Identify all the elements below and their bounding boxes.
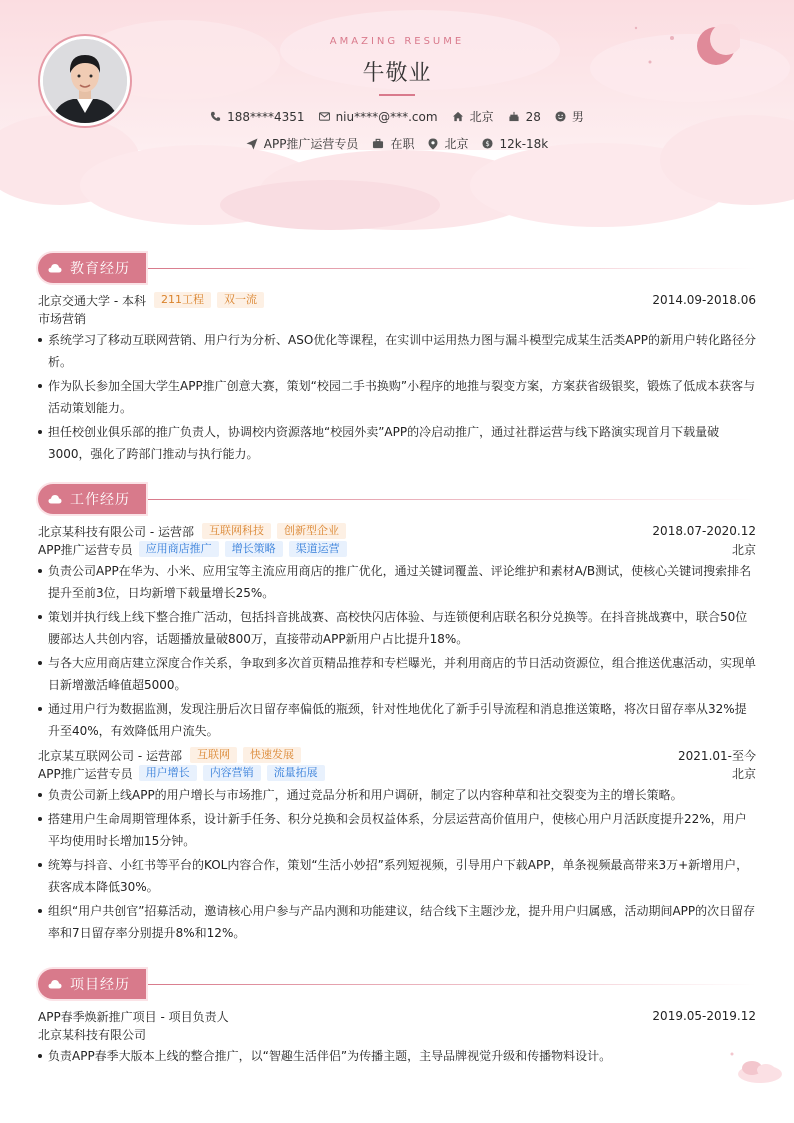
briefcase-icon bbox=[372, 138, 384, 149]
school-tag: 211工程 bbox=[154, 292, 211, 308]
school-name: 北京交通大学 - 本科 bbox=[38, 293, 146, 308]
gender-item bbox=[555, 108, 584, 125]
entry-date: 2018.07-2020.12 bbox=[652, 524, 756, 538]
entry-sub-row bbox=[38, 764, 756, 782]
school-tag: 双一流 bbox=[217, 292, 264, 308]
role-tag: 应用商店推广 bbox=[139, 541, 219, 557]
list-item: 组织“用户共创官”招募活动，邀请核心用户参与产品内测和功能建议，结合线下主题沙龙，提升用户归属感，活动期间APP的次日留存率和7日留存率分别提升8%和12%。 bbox=[38, 900, 756, 944]
education-bullets bbox=[38, 329, 756, 465]
phone-text: 188****4351 bbox=[227, 109, 305, 124]
cake-icon bbox=[508, 111, 520, 122]
status-text: 在职 bbox=[390, 137, 415, 151]
company-tag: 互联网科技 bbox=[202, 523, 271, 539]
section-title-pill bbox=[38, 484, 146, 514]
city-item bbox=[428, 135, 468, 152]
section-title-pill bbox=[38, 969, 146, 999]
role-tag: 用户增长 bbox=[139, 765, 197, 781]
list-item: 与各大应用商店建立深度合作关系，争取到多次首页精品推荐和专栏曝光，并利用商店的节日活动资源位，组合推送优惠活动，实现单日新增激活峰值超5000。 bbox=[38, 652, 756, 696]
location-text: 北京 bbox=[469, 110, 494, 124]
list-item: 负责公司APP在华为、小米、应用宝等主流应用商店的推广优化，通过关键词覆盖、评论维护和素材A/B测试，使核心关键词搜索排名提升至前3位，日均新增下载量增长25%。 bbox=[38, 560, 756, 604]
salary-text: 12k-18k bbox=[499, 136, 549, 151]
age-text: 28 bbox=[525, 109, 541, 124]
phone-item bbox=[210, 110, 304, 124]
salary-item bbox=[482, 137, 548, 151]
section-header bbox=[38, 484, 756, 516]
role-tag: 流量拓展 bbox=[267, 765, 325, 781]
entry-sub-row bbox=[38, 1025, 756, 1043]
project-section bbox=[38, 969, 756, 1067]
education-section bbox=[38, 253, 756, 465]
project-entry bbox=[38, 1007, 756, 1067]
decorative-cloud-icon bbox=[728, 1050, 784, 1086]
section-divider bbox=[148, 499, 756, 500]
company-name: 北京某互联网公司 - 运营部 bbox=[38, 748, 182, 763]
section-title: 教育经历 bbox=[70, 261, 130, 277]
list-item: 系统学习了移动互联网营销、用户行为分析、ASO优化等课程，在实训中运用热力图与漏斗模型完成某生活类APP的新用户转化路径分析。 bbox=[38, 329, 756, 373]
section-title: 工作经历 bbox=[70, 492, 130, 508]
cloud-icon bbox=[48, 979, 62, 989]
list-item: 通过用户行为数据监测，发现注册后次日留存率偏低的瓶颈，针对性地优化了新手引导流程和消息推送策略，将次日留存率从32%提升至40%，有效降低用户流失。 bbox=[38, 698, 756, 742]
entry-date: 2021.01-至今 bbox=[678, 748, 756, 763]
entry-header-row bbox=[38, 291, 756, 309]
section-header bbox=[38, 253, 756, 285]
age-item bbox=[508, 110, 541, 124]
pin-icon bbox=[428, 138, 438, 150]
section-header bbox=[38, 969, 756, 1001]
status-item bbox=[372, 135, 414, 152]
company-name: 北京某科技有限公司 - 运营部 bbox=[38, 524, 194, 539]
location-item bbox=[452, 108, 494, 125]
contact-row bbox=[0, 108, 794, 125]
entry-header-row bbox=[38, 522, 756, 540]
entry-sub-row bbox=[38, 309, 756, 327]
work-section bbox=[38, 484, 756, 944]
list-item: 统筹与抖音、小红书等平台的KOL内容合作，策划“生活小妙招”系列短视频，引导用户下载APP，单条视频最高带来3万+新增用户，获客成本降低30%。 bbox=[38, 854, 756, 898]
company-tag: 快速发展 bbox=[243, 747, 301, 763]
phone-icon bbox=[210, 111, 221, 122]
job-bullets bbox=[38, 560, 756, 742]
section-title-pill bbox=[38, 253, 146, 283]
project-bullets bbox=[38, 1045, 756, 1067]
role-tag: 增长策略 bbox=[225, 541, 283, 557]
list-item: 担任校创业俱乐部的推广负责人，协调校内资源落地“校园外卖”APP的冷启动推广，通过社群运营与线下路演实现首月下载量破3000，强化了跨部门推动与执行能力。 bbox=[38, 421, 756, 465]
home-icon bbox=[452, 111, 464, 122]
job-city: 北京 bbox=[731, 766, 756, 781]
list-item: 策划并执行线上线下整合推广活动，包括抖音挑战赛、高校快闪店体验、与连锁便利店联名积分兑换等。在抖音挑战赛中，联合50位腰部达人共创内容，话题播放量破800万，直接带动APP新用户占比提升18%。 bbox=[38, 606, 756, 650]
name-underline bbox=[379, 94, 415, 96]
gender-text: 男 bbox=[571, 110, 584, 124]
position-text: APP推广运营专员 bbox=[263, 137, 359, 151]
role-tag: 渠道运营 bbox=[289, 541, 347, 557]
job-city: 北京 bbox=[731, 542, 756, 557]
company-tag: 创新型企业 bbox=[277, 523, 346, 539]
role-tag: 内容营销 bbox=[203, 765, 261, 781]
svg-text:$: $ bbox=[485, 139, 491, 148]
job-entry bbox=[38, 746, 756, 944]
project-name: APP春季焕新推广项目 - 项目负责人 bbox=[38, 1009, 229, 1024]
entry-date: 2014.09-2018.06 bbox=[652, 293, 756, 307]
list-item: 负责APP春季大版本上线的整合推广，以“智趣生活伴侣”为传播主题，主导品牌视觉升级和传播物料设计。 bbox=[38, 1045, 756, 1067]
candidate-name: 牛敬业 bbox=[362, 61, 432, 86]
major-name: 市场营销 bbox=[38, 311, 87, 326]
cloud-icon bbox=[48, 494, 62, 504]
send-icon bbox=[246, 138, 258, 150]
email-item bbox=[319, 110, 438, 124]
education-entry bbox=[38, 291, 756, 465]
mail-icon bbox=[319, 111, 330, 122]
role-name: APP推广运营专员 bbox=[38, 542, 133, 557]
project-company: 北京某科技有限公司 bbox=[38, 1027, 147, 1042]
resume-header bbox=[0, 0, 794, 235]
entry-header-row bbox=[38, 1007, 756, 1025]
city-text: 北京 bbox=[444, 137, 469, 151]
cloud-icon bbox=[48, 263, 62, 273]
list-item: 搭建用户生命周期管理体系，设计新手任务、积分兑换和会员权益体系，分层运营高价值用户，使核心用户月活跃度提升22%，用户平均使用时长增加15分钟。 bbox=[38, 808, 756, 852]
smile-icon bbox=[555, 111, 566, 122]
section-divider bbox=[148, 268, 756, 269]
list-item: 作为队长参加全国大学生APP推广创意大赛，策划“校园二手书换购”小程序的地推与裂变方案，方案获省级银奖，锻炼了低成本获客与活动策划能力。 bbox=[38, 375, 756, 419]
entry-header-row bbox=[38, 746, 756, 764]
role-name: APP推广运营专员 bbox=[38, 766, 133, 781]
intent-row bbox=[0, 135, 794, 152]
section-title: 项目经历 bbox=[70, 977, 130, 993]
company-tag: 互联网 bbox=[190, 747, 237, 763]
position-item bbox=[246, 135, 359, 152]
section-divider bbox=[148, 984, 756, 985]
resume-tagline: AMAZING RESUME bbox=[329, 36, 465, 47]
job-entry bbox=[38, 522, 756, 742]
coin-icon bbox=[482, 138, 493, 149]
job-bullets bbox=[38, 784, 756, 944]
list-item: 负责公司新上线APP的用户增长与市场推广，通过竞品分析和用户调研，制定了以内容种草和社交裂变为主的增长策略。 bbox=[38, 784, 756, 806]
entry-date: 2019.05-2019.12 bbox=[652, 1009, 756, 1023]
entry-sub-row bbox=[38, 540, 756, 558]
email-text: niu****@***.com bbox=[335, 109, 438, 124]
